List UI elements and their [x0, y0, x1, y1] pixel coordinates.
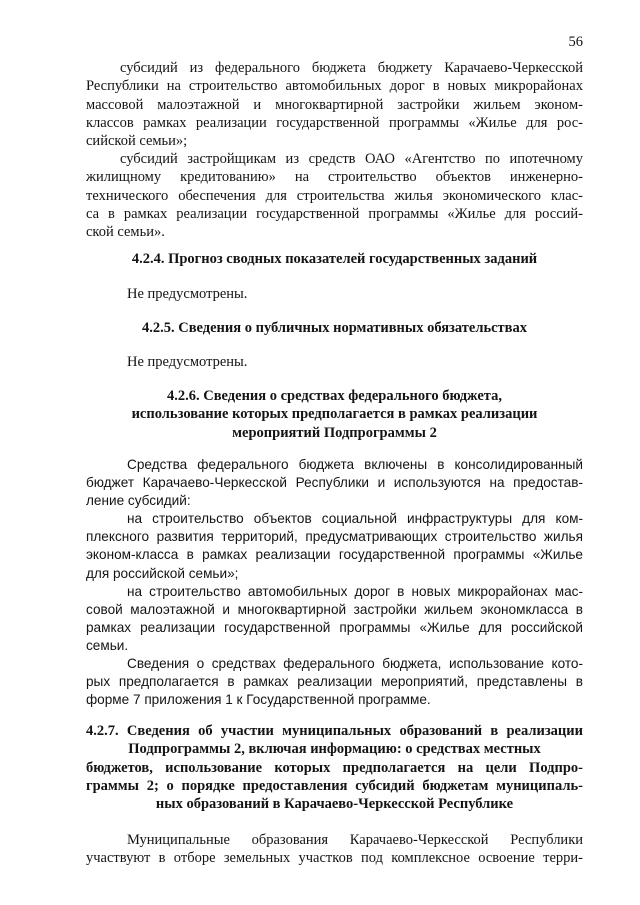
- text-line: са в рамках реализации государственной программы «Жилье для россий-: [86, 205, 583, 222]
- section-heading-4-2-5: [86, 319, 583, 337]
- paragraph-subsidies-roads: [86, 59, 583, 150]
- text-line: Не предусмотрены.: [127, 354, 248, 370]
- section-heading-4-2-6: [86, 387, 583, 442]
- text-line: сийской семьи»;: [86, 133, 188, 150]
- text-line: Республики на строительство автомобильных дорог в новых микрорайонах: [86, 78, 583, 95]
- paragraph-roads: [86, 583, 583, 655]
- section-text-4-2-5: [86, 353, 583, 371]
- text-line: Муниципальные образования Карачаево-Черкесской Республики: [127, 832, 583, 848]
- paragraph-subsidies-developers: [86, 150, 583, 241]
- section-heading-4-2-7: [86, 722, 583, 813]
- heading-line: 4.2.5. Сведения о публичных нормативных обязательствах: [141, 320, 528, 336]
- paragraph-municipalities: [86, 831, 583, 868]
- text-line: участвуют в отборе земельных участков под комплексное освоение терри-: [86, 850, 583, 867]
- text-line: классов рамках реализации государственной программы «Жилье для рос-: [86, 114, 583, 131]
- section-text-4-2-4: [86, 285, 583, 303]
- section-body-4-2-6: [86, 456, 583, 709]
- text-line: технического обеспечения для строительства жилья экономического клас-: [86, 187, 583, 204]
- text-line: ление субсидий:: [86, 493, 191, 509]
- text-line: субсидий из федерального бюджета бюджету Карачаево-Черкесской: [120, 60, 583, 76]
- paragraph-social-infrastructure: [86, 510, 583, 582]
- text-line: ской семьи».: [86, 224, 165, 241]
- heading-line: ных образований в Карачаево-Черкесской Республике: [155, 796, 514, 813]
- heading-line: 4.2.7. Сведения об участии муниципальных образований в реализации: [86, 723, 583, 739]
- text-line: форме 7 приложения 1 к Государственной программе.: [86, 692, 431, 708]
- text-line: эконом-класса в рамках реализации государственной программы «Жилье: [86, 547, 583, 563]
- heading-line: граммы 2; о порядке предоставления субсидий бюджетам муниципаль-: [86, 777, 583, 794]
- heading-line: 4.2.6. Сведения о средствах федерального бюджета,: [167, 388, 502, 404]
- text-line: семьи.: [86, 637, 129, 653]
- text-line: для российской семьи»;: [86, 565, 239, 581]
- text-line: жилищному кредитованию» на строительство объектов инженерно-: [86, 169, 583, 186]
- paragraph-form-reference: [86, 655, 583, 709]
- text-line: бюджет Карачаево-Черкесской Республики и используются на предостав-: [86, 475, 583, 491]
- text-line: субсидий застройщикам из средств ОАО «Агентство по ипотечному: [120, 151, 583, 167]
- text-line: совой малоэтажной и многоквартирной застройки жильем экономкласса в: [86, 601, 583, 617]
- text-line: массовой малоэтажной и многоквартирной застройки жильем эконом-: [86, 96, 583, 113]
- heading-line: Подпрограммы 2, включая информацию: о средствах местных: [128, 741, 541, 758]
- text-line: Сведения о средствах федерального бюджета, использование кото-: [127, 656, 583, 672]
- text-line: на строительство автомобильных дорог в новых микрорайонах мас-: [127, 583, 583, 599]
- text-line: Средства федерального бюджета включены в консолидированный: [127, 457, 583, 472]
- heading-line: использование которых предполагается в рамках реализации: [131, 406, 538, 423]
- heading-line: бюджетов, использование которых предполагается на цели Подпро-: [86, 759, 583, 776]
- section-heading-4-2-4: [86, 250, 583, 268]
- page-number: 56: [568, 34, 583, 50]
- text-line: Не предусмотрены.: [127, 286, 248, 302]
- heading-line: мероприятий Подпрограммы 2: [232, 424, 437, 441]
- text-line: плексного развития территорий, предусматривающих строительство жилья: [86, 529, 583, 545]
- heading-line: 4.2.4. Прогноз сводных показателей государственных заданий: [131, 251, 538, 267]
- text-line: на строительство объектов социальной инфраструктуры для ком-: [127, 511, 583, 527]
- text-line: рамках реализации государственной программы «Жилье для российской: [86, 619, 583, 635]
- text-line: рых предполагается в рамках реализации мероприятий, представлены в: [86, 674, 583, 690]
- paragraph-federal-funds: [86, 456, 583, 510]
